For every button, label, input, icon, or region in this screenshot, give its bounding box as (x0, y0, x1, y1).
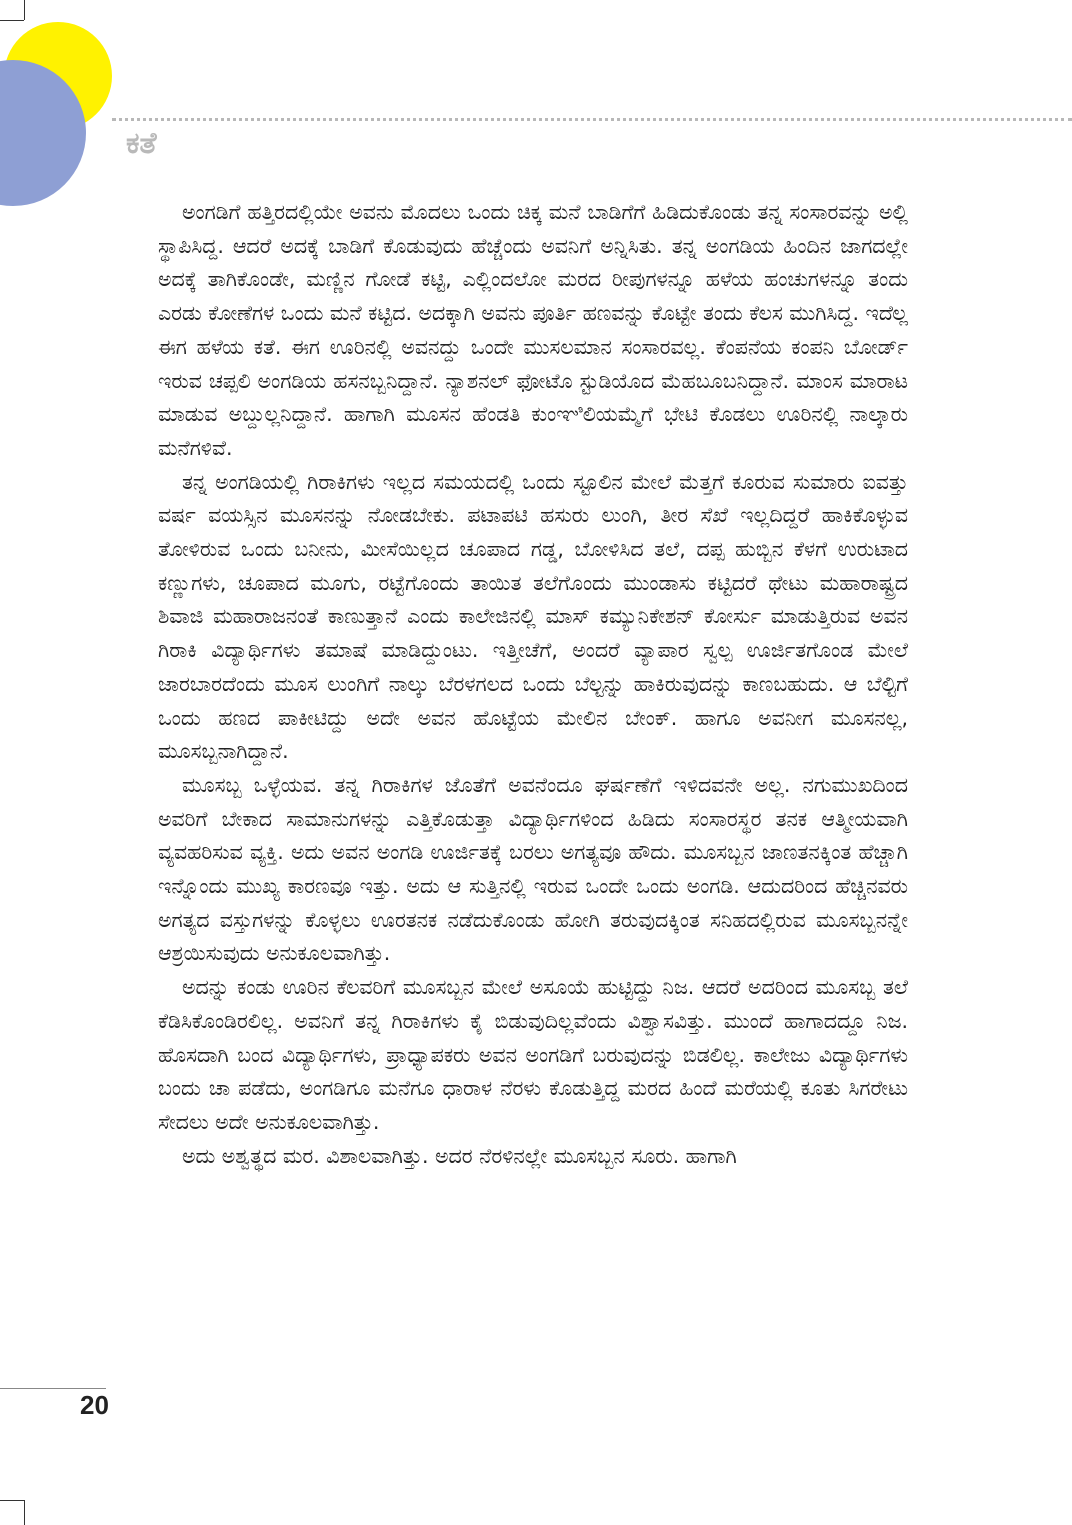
story-paragraph-4: ಅದನ್ನು ಕಂಡು ಊರಿನ ಕೆಲವರಿಗೆ ಮೂಸಬ್ಬನ ಮೇಲೆ ಅಸೂಯೆ ಹುಟ್ಟಿದ್ದು ನಿಜ. ಆದರೆ ಅದರಿಂದ ಮೂಸಬ್ಬ ತಲೆ ಕೆಡಿಸಿಕೊಂಡಿರಲಿಲ್ಲ. ಅವನಿಗೆ ತನ್ನ ಗಿರಾಕಿಗಳು ಕೈ ಬಿಡುವುದಿಲ್ಲವೆಂದು ವಿಶ್ವಾಸವಿತ್ತು. ಮುಂದೆ ಹಾಗಾದದ್ದೂ ನಿಜ. ಹೊಸದಾಗಿ ಬಂದ ವಿದ್ಯಾರ್ಥಿಗಳು, ಪ್ರಾಧ್ಯಾಪಕರು ಅವನ ಅಂಗಡಿಗೆ ಬರುವುದನ್ನು ಬಿಡಲಿಲ್ಲ. ಕಾಲೇಜು ವಿದ್ಯಾರ್ಥಿಗಳು ಬಂದು ಚಾ ಪಡೆದು, ಅಂಗಡಿಗೂ ಮನೆಗೂ ಧಾರಾಳ ನೆರಳು ಕೊಡುತ್ತಿದ್ದ ಮರದ ಹಿಂದೆ ಮರೆಯಲ್ಲಿ ಕೂತು ಸಿಗರೇಟು ಸೇದಲು ಅದೇ ಅನುಕೂಲವಾಗಿತ್ತು. (158, 975, 908, 1134)
crop-mark-top-horizontal (0, 20, 24, 21)
story-body (158, 196, 908, 1173)
page-number-rule (0, 1388, 106, 1389)
crop-mark-top (24, 0, 25, 20)
crop-mark-bottom (24, 1500, 25, 1525)
crop-mark-bottom-horizontal (0, 1500, 24, 1501)
story-paragraph-2: ತನ್ನ ಅಂಗಡಿಯಲ್ಲಿ ಗಿರಾಕಿಗಳು ಇಲ್ಲದ ಸಮಯದಲ್ಲಿ ಒಂದು ಸ್ಟೂಲಿನ ಮೇಲೆ ಮೆತ್ತಗೆ ಕೂರುವ ಸುಮಾರು ಐವತ್ತು ವರ್ಷ ವಯಸ್ಸಿನ ಮೂಸನನ್ನು ನೋಡಬೇಕು. ಪಟಾಪಟಿ ಹಸುರು ಲುಂಗಿ, ತೀರ ಸೆಖೆ ಇಲ್ಲದಿದ್ದರೆ ಹಾಕಿಕೊಳ್ಳುವ ತೋಳಿರುವ ಒಂದು ಬನೀನು, ಮೀಸೆಯಿಲ್ಲದ ಚೂಪಾದ ಗಡ್ಡ, ಬೋಳಿಸಿದ ತಲೆ, ದಪ್ಪ ಹುಬ್ಬಿನ ಕೆಳಗೆ ಉರುಟಾದ ಕಣ್ಣುಗಳು, ಚೂಪಾದ ಮೂಗು, ರಟ್ಟೆಗೊಂದು ತಾಯಿತ ತಲೆಗೊಂದು ಮುಂಡಾಸು ಕಟ್ಟಿದರೆ ಥೇಟು ಮಹಾರಾಷ್ಟ್ರದ ಶಿವಾಜಿ ಮಹಾರಾಜನಂತೆ ಕಾಣುತ್ತಾನೆ ಎಂದು ಕಾಲೇಜಿನಲ್ಲಿ ಮಾಸ್ ಕಮ್ಯುನಿಕೇಶನ್ ಕೋರ್ಸು ಮಾಡುತ್ತಿರುವ ಅವನ ಗಿರಾಕಿ ವಿದ್ಯಾರ್ಥಿಗಳು ತಮಾಷೆ ಮಾಡಿದ್ದುಂಟು. ಇತ್ತೀಚೆಗೆ, ಅಂದರೆ ವ್ಯಾಪಾರ ಸ್ವಲ್ಪ ಊರ್ಜಿತಗೊಂಡ ಮೇಲೆ ಜಾರಬಾರದೆಂದು ಮೂಸ ಲುಂಗಿಗೆ ನಾಲ್ಕು ಬೆರಳಗಲದ ಒಂದು ಬೆಲ್ಟನ್ನು ಹಾಕಿರುವುದನ್ನು ಕಾಣಬಹುದು. ಆ ಬೆಲ್ಟಿಗೆ ಒಂದು ಹಣದ ಪಾಕೀಟಿದ್ದು ಅದೇ ಅವನ ಹೊಟ್ಟೆಯ ಮೇಲಿನ ಬೇಂಕ್. ಹಾಗೂ ಅವನೀಗ ಮೂಸನಲ್ಲ, ಮೂಸಬ್ಬನಾಗಿದ್ದಾನೆ. (158, 469, 908, 764)
story-paragraph-5: ಅದು ಅಶ್ವತ್ಥದ ಮರ. ವಿಶಾಲವಾಗಿತ್ತು. ಅದರ ನೆರಳಿನಲ್ಲೇ ಮೂಸಬ್ಬನ ಸೂರು. ಹಾಗಾಗಿ (182, 1143, 737, 1168)
page-number: 20 (80, 1390, 109, 1420)
story-paragraph-3: ಮೂಸಬ್ಬ ಒಳ್ಳೆಯವ. ತನ್ನ ಗಿರಾಕಿಗಳ ಜೊತೆಗೆ ಅವನೆಂದೂ ಘರ್ಷಣೆಗೆ ಇಳಿದವನೇ ಅಲ್ಲ. ನಗುಮುಖದಿಂದ ಅವರಿಗೆ ಬೇಕಾದ ಸಾಮಾನುಗಳನ್ನು ಎತ್ತಿಕೊಡುತ್ತಾ ವಿದ್ಯಾರ್ಥಿಗಳಿಂದ ಹಿಡಿದು ಸಂಸಾರಸ್ಥರ ತನಕ ಆತ್ಮೀಯವಾಗಿ ವ್ಯವಹರಿಸುವ ವ್ಯಕ್ತಿ. ಅದು ಅವನ ಅಂಗಡಿ ಊರ್ಜಿತಕ್ಕೆ ಬರಲು ಅಗತ್ಯವೂ ಹೌದು. ಮೂಸಬ್ಬನ ಜಾಣತನಕ್ಕಿಂತ ಹೆಚ್ಚಾಗಿ ಇನ್ನೊಂದು ಮುಖ್ಯ ಕಾರಣವೂ ಇತ್ತು. ಅದು ಆ ಸುತ್ತಿನಲ್ಲಿ ಇರುವ ಒಂದೇ ಒಂದು ಅಂಗಡಿ. ಆದುದರಿಂದ ಹೆಚ್ಚಿನವರು ಅಗತ್ಯದ ವಸ್ತುಗಳನ್ನು ಕೊಳ್ಳಲು ಊರತನಕ ನಡೆದುಕೊಂಡು ಹೋಗಿ ತರುವುದಕ್ಕಿಂತ ಸನಿಹದಲ್ಲಿರುವ ಮೂಸಬ್ಬನನ್ನೇ ಆಶ್ರಯಿಸುವುದು ಅನುಕೂಲವಾಗಿತ್ತು. (158, 772, 909, 966)
story-paragraph-1: ಅಂಗಡಿಗೆ ಹತ್ತಿರದಲ್ಲಿಯೇ ಅವನು ಮೊದಲು ಒಂದು ಚಿಕ್ಕ ಮನೆ ಬಾಡಿಗೆಗೆ ಹಿಡಿದುಕೊಂಡು ತನ್ನ ಸಂಸಾರವನ್ನು ಅಲ್ಲಿ ಸ್ಥಾಪಿಸಿದ್ದ. ಆದರೆ ಅದಕ್ಕೆ ಬಾಡಿಗೆ ಕೊಡುವುದು ಹೆಚ್ಚೆಂದು ಅವನಿಗೆ ಅನ್ನಿಸಿತು. ತನ್ನ ಅಂಗಡಿಯ ಹಿಂದಿನ ಜಾಗದಲ್ಲೇ ಅದಕ್ಕೆ ತಾಗಿಕೊಂಡೇ, ಮಣ್ಣಿನ ಗೋಡೆ ಕಟ್ಟಿ, ಎಲ್ಲಿಂದಲೋ ಮರದ ರೀಪುಗಳನ್ನೂ ಹಳೆಯ ಹಂಚುಗಳನ್ನೂ ತಂದು ಎರಡು ಕೋಣೆಗಳ ಒಂದು ಮನೆ ಕಟ್ಟಿದ. ಅದಕ್ಕಾಗಿ ಅವನು ಪೂರ್ತಿ ಹಣವನ್ನು ಕೊಟ್ಟೇ ತಂದು ಕೆಲಸ ಮುಗಿಸಿದ್ದ. ಇದೆಲ್ಲ ಈಗ ಹಳೆಯ ಕತೆ. ಈಗ ಊರಿನಲ್ಲಿ ಅವನದ್ದು ಒಂದೇ ಮುಸಲಮಾನ ಸಂಸಾರವಲ್ಲ. ಕೆಂಪನೆಯ ಕಂಪನಿ ಬೋರ್ಡ್ ಇರುವ ಚಪ್ಪಲಿ ಅಂಗಡಿಯ ಹಸನಬ್ಬನಿದ್ದಾನೆ. ನ್ಯಾಶನಲ್ ಫೋಟೊ ಸ್ಟುಡಿಯೊದ ಮೆಹಬೂಬನಿದ್ದಾನೆ. ಮಾಂಸ ಮಾರಾಟ ಮಾಡುವ ಅಬ್ದುಲ್ಲನಿದ್ದಾನೆ. ಹಾಗಾಗಿ ಮೂಸನ ಹೆಂಡತಿ ಕುಂಞಿಲಿಯಮ್ಮೆಗೆ ಭೇಟಿ ಕೊಡಲು ಊರಿನಲ್ಲಿ ನಾಲ್ಕಾರು ಮನೆಗಳಿವೆ. (158, 200, 908, 460)
header-dotted-rule (112, 118, 1072, 121)
section-title: ಕತೆ (126, 126, 157, 161)
